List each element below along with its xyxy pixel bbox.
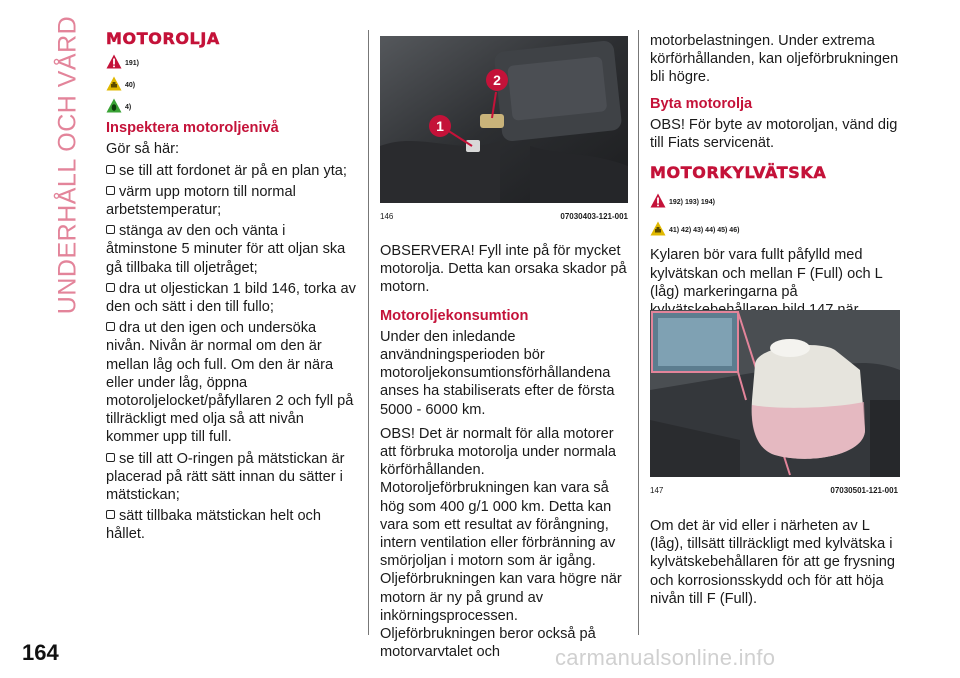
- danger-warning-icon: [106, 54, 122, 69]
- subheading: Byta motorolja: [650, 95, 753, 112]
- warning-row: [106, 72, 358, 94]
- column-2: [380, 242, 630, 664]
- column-3: [650, 32, 900, 340]
- figure-number: 147: [650, 486, 664, 495]
- engine-photo: [380, 36, 628, 203]
- column-1: [106, 30, 358, 547]
- bullet-icon: [106, 186, 115, 195]
- bullet-icon: [106, 510, 115, 519]
- caution-warning-icon: [650, 221, 666, 236]
- column-3-bottom: [650, 517, 902, 611]
- warning-row: [650, 186, 900, 214]
- subheading: Motoroljekonsumtion: [380, 307, 529, 324]
- callout-label: 1: [436, 118, 444, 134]
- figure-code: 07030403-121-001: [560, 212, 628, 221]
- figure-code: 07030501-121-001: [830, 486, 898, 495]
- coolant-reservoir-photo: [650, 310, 900, 477]
- warning-refs: 191): [125, 60, 140, 68]
- section-heading: MOTORKYLVÄTSKA: [650, 163, 827, 183]
- warning-refs: 4): [125, 104, 132, 112]
- warning-refs: 40): [125, 82, 136, 90]
- bullet-icon: [106, 225, 115, 234]
- warning-refs: 192) 193) 194): [669, 199, 715, 207]
- warning-row: [650, 214, 900, 242]
- page-number: 164: [22, 640, 59, 665]
- list-item: se till att O-ringen på mätstickan är placerad på rätt sätt innan du sätter i mätstickan;: [106, 450, 345, 504]
- bullet-icon: [106, 453, 115, 462]
- paragraph: Kylaren bör vara fullt påfylld med kylvätskan och mellan F (Full) och L (låg) markeringarna på: [650, 247, 883, 300]
- bullet-icon: [106, 283, 115, 292]
- figure-caption: [380, 212, 628, 221]
- warning-list: [106, 50, 358, 116]
- section-heading: MOTOROLJA: [106, 29, 220, 48]
- warning-refs: 41) 42) 43) 44) 45) 46): [669, 227, 740, 235]
- callout-label: 2: [493, 72, 501, 88]
- paragraph: Under den inledande användningsperioden bör motoroljekonsumtionsförhållandena anses ha stabiliserats efter de första 5000 - 6000 km.: [380, 328, 615, 418]
- caution-warning-icon: [106, 76, 122, 91]
- list-item: sätt tillbaka mätstickan helt och hållet.: [106, 508, 321, 543]
- list-item: se till att fordonet är på en plan yta;: [106, 162, 358, 180]
- list-item: värm upp motorn till normal arbetstemperatur;: [106, 183, 296, 219]
- paragraph: Om det är vid eller i närheten av L (låg), tillsätt tillräckligt med kylvätska i kylvätskebehållaren för att ge frysning och korrosionsskydd och för att höja nivån till F (Full).: [650, 518, 895, 607]
- bullet-icon: [106, 322, 115, 331]
- list-item: dra ut den igen och undersöka nivån. Nivån är normal om den är mellan låg och full. Om den är nära eller under låg, öppna motoroljelocket/påfyllaren 2 och fyll på tillräckligt med olja så att nivån kommer upp till full.: [106, 320, 354, 446]
- side-section-title: UNDERHÅLL OCH VÅRD: [53, 15, 82, 315]
- site-watermark: carmanualsonline.info: [555, 645, 776, 670]
- paragraph: OBS! Det är normalt för alla motorer att förbruka motorolja under normala körförhållanden. Motoroljeförbrukningen kan vara så hög som 400 g/1 000 km. Detta kan vara som ett resultat av förångning, intern ventilation eller förbränning av smörjoljan i motorn som är igång. Oljeförbrukningen kan vara högre när motorn är ny på grund av inkörningsprocessen. Oljeförbrukningen beror också på motorvarvtalet och: [380, 425, 622, 661]
- danger-warning-icon: [650, 193, 666, 208]
- warning-list: [650, 186, 900, 242]
- subheading: Inspektera motoroljenivå: [106, 120, 279, 137]
- warning-row: [106, 94, 358, 116]
- column-divider: [368, 30, 369, 635]
- figure-number: 146: [380, 212, 394, 221]
- paragraph: motorbelastningen. Under extrema körförhållanden, kan oljeförbrukningen bli högre.: [650, 33, 899, 86]
- warning-row: [106, 50, 358, 72]
- environment-warning-icon: [106, 98, 122, 113]
- list-item: stänga av den och vänta i åtminstone 5 minuter för att oljan ska gå tillbaka till oljetråget;: [106, 223, 346, 276]
- bullet-icon: [106, 165, 115, 174]
- column-divider: [638, 30, 639, 635]
- list-item: dra ut oljestickan 1 bild 146, torka av den och sätt i den till fullo;: [106, 280, 356, 316]
- paragraph: OBSERVERA! Fyll inte på för mycket motorolja. Detta kan orsaka skador på motorn.: [380, 243, 627, 296]
- paragraph: Gör så här:: [106, 141, 179, 158]
- figure-caption: [650, 486, 898, 495]
- paragraph: OBS! För byte av motoroljan, vänd dig till Fiats servicenät.: [650, 116, 898, 152]
